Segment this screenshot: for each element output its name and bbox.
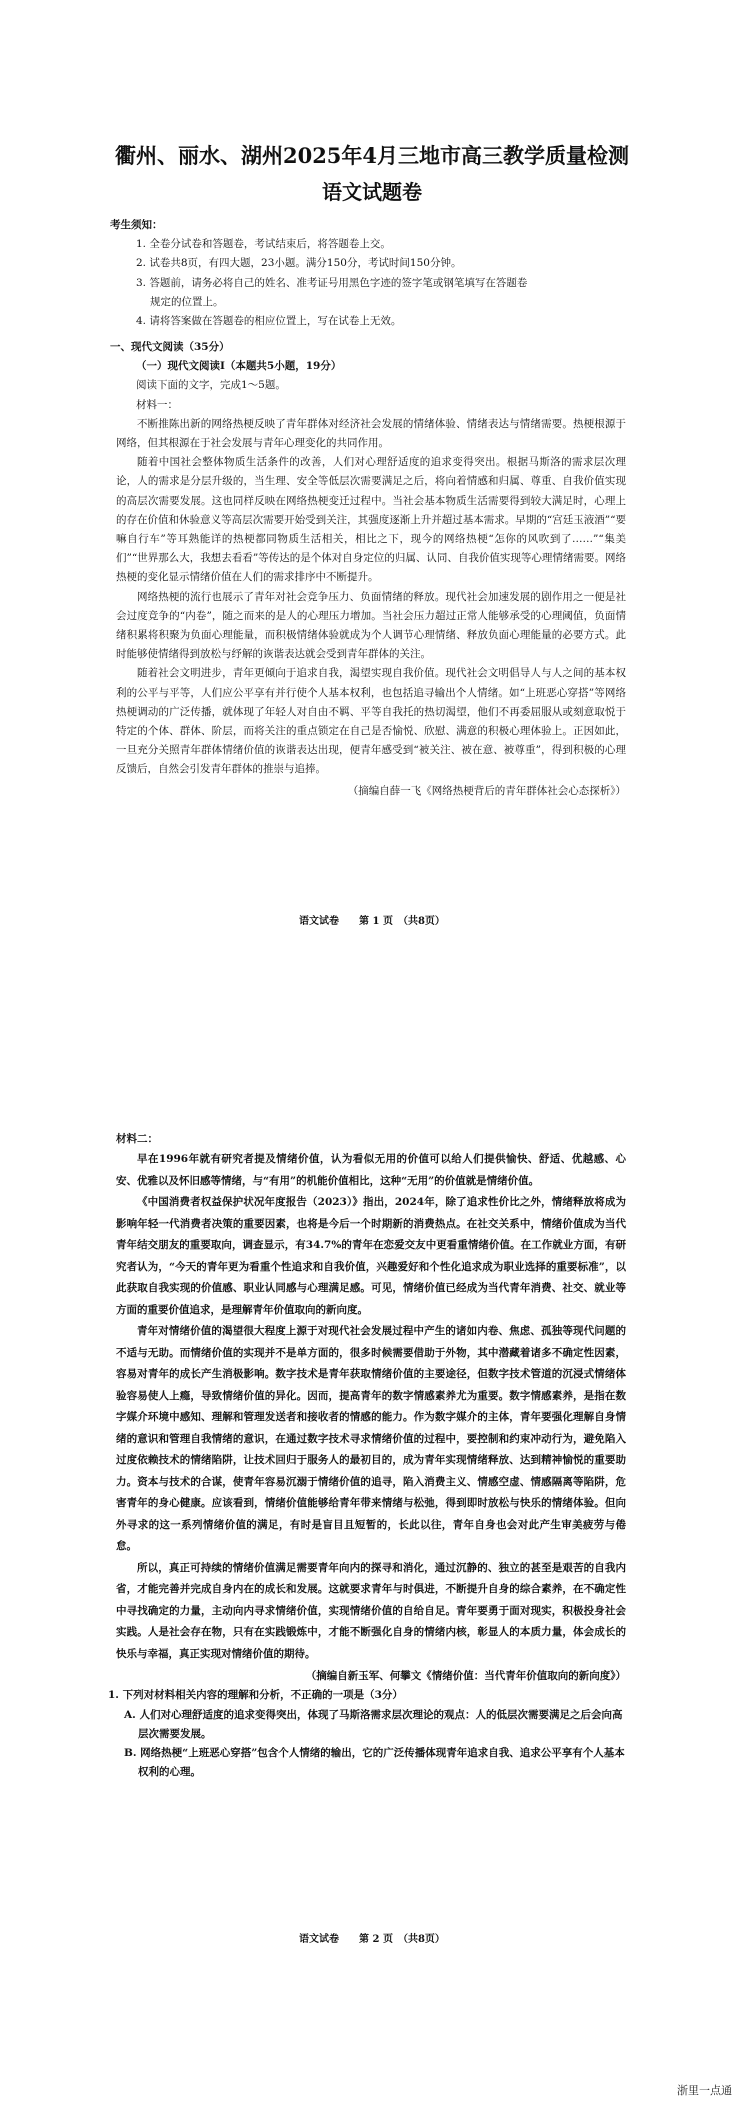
source-citation: （摘编自薛一飞《网络热梗背后的青年群体社会心态探析》） — [347, 784, 626, 797]
paragraph: 所以，真正可持续的情绪价值满足需要青年向内的探寻和消化，通过沉静的、独立的甚至是艰苦的自我内省，才能完善并完成自身内在的成长和发展。这就要求青年与时俱进，不断提升自身的综合素养，在不确定性中寻找确定的力量，主动向内寻求情绪价值，实现情绪价值的自给自足。青年要勇于面对现实，积极投身社会实践。人是社会存在物，只有在实践锻炼中，才能不断强化自身的情绪内核，彰显人的本质力量，体会成长的快乐与幸福，真正实现对情绪价值的期待。 — [116, 1561, 626, 1660]
exam-subtitle: 语文试题卷 — [322, 180, 422, 204]
material-one-label: 材料一： — [136, 398, 178, 411]
subsection-heading: （一）现代文阅读Ⅰ（本题共5小题，19分） — [136, 360, 342, 373]
notice-heading: 考生须知： — [110, 219, 163, 231]
answer-option-a: A. 人们对心理舒适度的追求变得突出，体现了马斯洛需求层次理论的观点：人的低层次需要满足之后会向高层次需要发展。 — [124, 1708, 623, 1740]
notice-item: 4. 请将答案做在答题卷的相应位置上，写在试卷上无效。 — [136, 315, 402, 328]
section-one — [110, 338, 626, 801]
material-two-block — [108, 1130, 626, 1782]
notice-item: 规定的位置上。 — [150, 295, 224, 308]
reading-instruction: 阅读下面的文字，完成1～5题。 — [136, 379, 286, 392]
section-heading: 一、现代文阅读（35分） — [110, 341, 230, 353]
exam-title: 衢州、丽水、湖州2025年4月三地市高三教学质量检测 — [114, 143, 630, 168]
paragraph: 随着中国社会整体物质生活条件的改善，人们对心理舒适度的追求变得突出。根据马斯洛的需求层次理论，人的需求是分层升级的，当生理、安全等低层次需要满足之后，将向着情感和归属、尊重、自我价值实现的高层次需要发展。这也同样反映在网络热梗变迁过程中。当社会基本物质生活需要得到较大满足时，心理上的存在价值和休验意义等高层次需要开始受到关注，其强度逐渐上升并超过基本需求。早期的“宫廷玉液酒”“要嘛自行车”等耳熟能详的热梗都同物质生活相关，相比之下，现今的网络热梗“怎你的风吹到了……”“集美们”“世界那么大，我想去看看”等传达的是个体对自身定位的归属、认同、自我价值实现等心理情绪需要。网络热梗的变化显示情绪价值在人们的需求排序中不断提升。 — [116, 456, 626, 584]
watermark-text: 浙里一点通 — [677, 2084, 732, 2097]
paragraph: 早在1996年就有研究者提及情绪价值，认为看似无用的价值可以给人们提供愉快、舒适、优越感、心安、优雅以及怀旧感等情绪，与“有用”的机能价值相比，这种“无用”的价值就是情绪价值。 — [116, 1153, 626, 1187]
paragraph: 不断推陈出新的网络热梗反映了青年群体对经济社会发展的情绪体验、情绪表达与情绪需要。热梗根源于网络，但其根源在于社会发展与青年心理变化的共同作用。 — [116, 417, 626, 450]
paragraph: 网络热梗的流行也展示了青年对社会竞争压力、负面情绪的释放。现代社会加速发展的剧作用之一便是社会过度竞争的“内卷”，随之而来的是人的心理压力增加。当社会压力超过正常人能够承受的心理阈值，负面情绪积累将积聚为负面心理能量，而积极情绪体验就成为个人调节心理情绪、释放负面心理能量的必要方式。此时能够使情绪得到放松与纾解的诙谐表达就会受到青年群体的关注。 — [116, 590, 626, 661]
paragraph: 《中国消费者权益保护状况年度报告（2023）》指出，2024年，除了追求性价比之外，情绪释放将成为影响年轻一代消费者决策的重要因素，也将是今后一个时期新的消费热点。在社交关系中，情绪价值成为当代青年结交朋友的重要取向，调查显示，有34.7%的青年在恋爱交友中更看重情绪价值。在工作就业方面，有研究者认为，“今天的青年更为看重个性追求和自我价值，兴趣爱好和个性化追求成为职业选择的重要标准”，以此获取自我实现的价值感、职业认同感与心理满足感。可见，情绪价值已经成为当代青年消费、社交、就业等方面的重要价值追求，是理解青年价值取向的新向度。 — [116, 1196, 626, 1316]
notice-item: 1. 全卷分试卷和答题卷，考试结束后，将答题卷上交。 — [136, 238, 391, 251]
answer-option-b: B. 网络热梗“上班恶心穿搭”包含个人情绪的输出，它的广泛传播体现青年追求自我、追求公平享有个人基本权利的心理。 — [124, 1747, 625, 1779]
notice-item: 3. 答题前，请务必将自己的姓名、准考证号用黑色字迹的签字笔或钢笔填写在答题卷 — [136, 276, 528, 289]
material-two-label: 材料二： — [116, 1133, 158, 1145]
page-two — [0, 1130, 744, 2090]
notice-block — [110, 216, 626, 331]
paragraph: 青年对情绪价值的渴望很大程度上源于对现代社会发展过程中产生的诸如内卷、焦虑、孤独等现代问题的不适与无助。而情绪价值的实现并不是单方面的，很多时候需要借助于外物，其中潜藏着诸多不确定性因素，容易对青年的成长产生消极影响。数字技术是青年获取情绪价值的主要途径，但数字技术管道的沉浸式情绪体验容易使人上瘾，导致情绪价值的异化。因而，提高青年的数字情感素养尤为重要。数字情感素养，是指在数字媒介环境中感知、理解和管理发送者和接收者的情感的能力。作为数字媒介的主体，青年要强化理解自身情绪的意识和管理自我情绪的意识，在通过数字技术寻求情绪价值的过程中，要控制和约束冲动行为，避免陷入过度依赖技术的情绪陷阱，让技术回归于服务人的最初目的，成为青年实现情绪释放、达到精神愉悦的重要助力。资本与技术的合谋，使青年容易沉溺于情绪价值的追寻，陷入消费主义、情感空虚、情感隔离等陷阱，危害青年的身心健康。应该看到，情绪价值能够给青年带来情绪与松弛，得到即时放松与快乐的情绪体验。但向外寻求的这一系列情绪价值的满足，有时是盲目且短暂的，长此以往，青年自身也会对此产生审美疲劳与倦怠。 — [116, 1325, 626, 1553]
source-citation: （摘编自新玉军、何攀文《情绪价值：当代青年价值取向的新向度》） — [305, 1670, 626, 1683]
page-footer: 语文试卷 第 2 页 （共8页） — [299, 1934, 445, 1945]
question-stem: 1. 下列对材料相关内容的理解和分析，不正确的一项是（3分） — [108, 1689, 403, 1702]
page-footer: 语文试卷 第 1 页 （共8页） — [299, 916, 445, 927]
paragraph: 随着社会文明进步，青年更倾向于追求自我，渴望实现自我价值。现代社会文明倡导人与人之间的基本权利的公平与平等，人们应公平享有并行使个人基本权利，也包括追寻输出个人情绪。如“上班恶心穿搭”等网络热梗调动的广泛传播，就体现了年轻人对自由不羁、平等自我托的热切渴望，他们不再委屈服从或刻意取悦于特定的个体、群体、阶层，而将关注的重点锁定在自己是否愉悦、欣慰、满意的积极心理体验上。正因如此，一旦充分关照青年群体情绪价值的诙谐表达出现，便青年感受到“被关注、被在意、被尊重”，得到积极的心理反馈后，自然会引发青年群体的推崇与追捧。 — [116, 667, 626, 776]
page-one — [0, 0, 744, 927]
notice-item: 2. 试卷共8页，有四大题，23小题。满分150分，考试时间150分钟。 — [136, 257, 462, 270]
